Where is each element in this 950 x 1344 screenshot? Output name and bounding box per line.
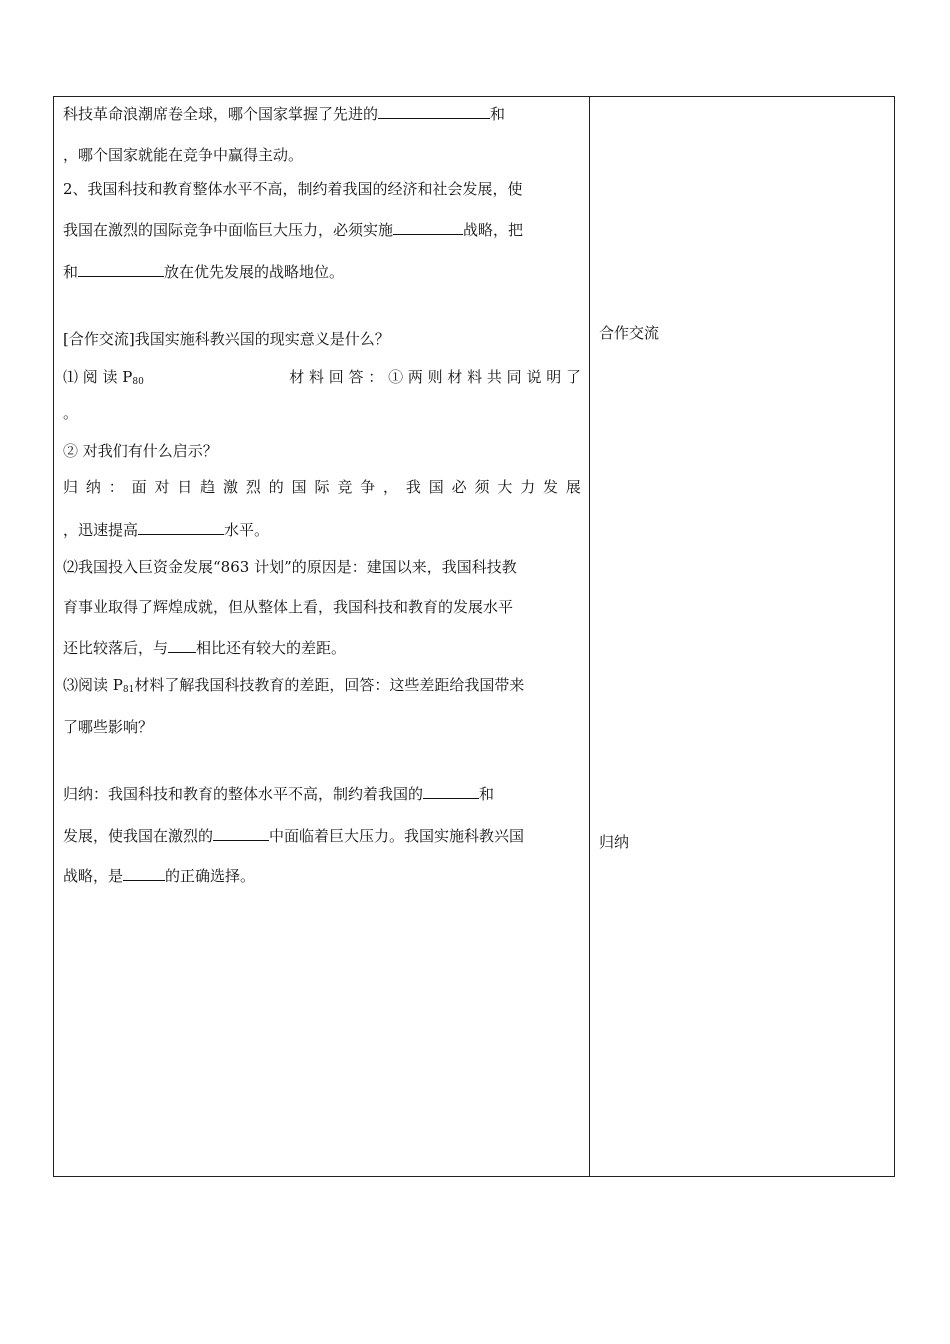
text-line-14: 还比较落后，与 相比还有较大的差距。 (63, 639, 347, 657)
fill-blank (138, 519, 224, 535)
text-line-15: ⑶阅读 $P_{81}$材料了解我国科技教育的差距，回答：这些差距给我国带来 (63, 676, 525, 695)
fill-blank (78, 261, 164, 277)
fill-blank (213, 825, 269, 841)
fill-blank (423, 783, 479, 799)
text-line-9: ② 对我们有什么启示？ (63, 442, 218, 460)
text-line-5: 和 放在优先发展的战略地位。 (63, 263, 345, 281)
text-line-4: 我国在激烈的国际竞争中面临巨大压力，必须实施 战略，把 (63, 221, 524, 239)
text-line-2: ，哪个国家就能在竞争中赢得主动。 (63, 146, 304, 164)
text-line-8: 。 (63, 404, 79, 422)
fill-blank (168, 637, 196, 653)
text-line-18: 发展，使我国在激烈的 中面临着巨大压力。我国实施科教兴国 (63, 827, 525, 845)
text-line-11: ，迅速提高 水平。 (63, 521, 270, 539)
text-line-17: 归纳：我国科技和教育的整体水平不高，制约着我国的 和 (63, 785, 495, 803)
fill-blank (393, 219, 463, 235)
text-line-1: 科技革命浪潮席卷全球，哪个国家掌握了先进的 和 (63, 105, 506, 123)
text-line-3: 2、我国科技和教育整体水平不高，制约着我国的经济和社会发展，使 (63, 180, 523, 198)
column-divider (589, 97, 590, 1176)
text-line-16: 了哪些影响？ (63, 718, 154, 736)
worksheet-table (53, 96, 895, 1177)
note-summary: 归纳 (599, 833, 630, 851)
text-line-13: 育事业取得了辉煌成就，但从整体上看，我国科技和教育的发展水平 (63, 598, 514, 616)
fill-blank (378, 103, 490, 119)
note-cooperation: 合作交流 (599, 324, 660, 342)
fill-blank (123, 865, 165, 881)
text-line-10: 归 纳 ： 面 对 日 趋 激 烈 的 国 际 竞 争 ， 我 国 必 须 大 力 发 展 (63, 478, 581, 496)
text-line-12: ⑵我国投入巨资金发展“863 计划”的原因是：建国以来，我国科技教 (63, 558, 517, 576)
text-line-7: ⑴ 阅 读 $P_{80}$ 材 料 回 答 ： ① 两 则 材 料 共 同 说 明 了 (63, 368, 581, 387)
section-heading-cooperation: [合作交流]我国实施科教兴国的现实意义是什么？ (63, 330, 390, 348)
text-line-19: 战略，是 的正确选择。 (63, 867, 256, 885)
